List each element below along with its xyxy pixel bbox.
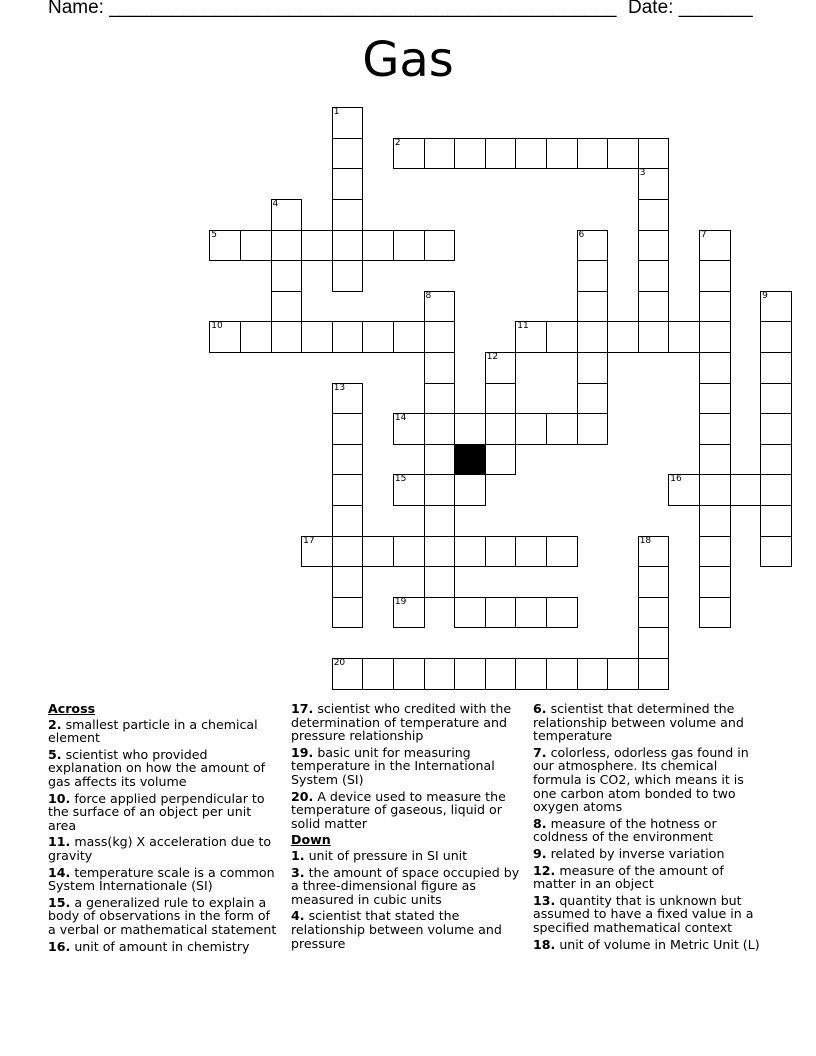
clue-number: 5. xyxy=(48,746,62,762)
clue-number: 10 xyxy=(211,321,223,332)
crossword-cell[interactable] xyxy=(638,597,670,629)
clue-number: 6 xyxy=(578,229,585,240)
clue-item xyxy=(533,938,765,952)
crossword-cell[interactable] xyxy=(577,291,609,323)
clue-number: 14 xyxy=(394,413,407,424)
clue-number: 1. xyxy=(291,847,305,863)
clue-text: related by inverse variation xyxy=(546,845,725,861)
clue-number: 8. xyxy=(533,815,547,831)
crossword-cell[interactable] xyxy=(515,536,547,568)
clue-item xyxy=(48,835,280,862)
crossword-cell-16[interactable] xyxy=(668,474,700,506)
blocked-cell xyxy=(454,444,486,476)
crossword-cell[interactable] xyxy=(424,658,456,690)
clue-number: 19 xyxy=(394,596,407,607)
crossword-cell[interactable] xyxy=(393,230,425,262)
crossword-cell[interactable] xyxy=(515,413,547,445)
crossword-cell[interactable] xyxy=(699,321,731,353)
clue-number: 6. xyxy=(533,701,547,716)
crossword-cell[interactable] xyxy=(760,413,792,445)
crossword-cell[interactable] xyxy=(577,658,609,690)
clue-number: 15. xyxy=(48,894,71,910)
crossword-cell[interactable] xyxy=(454,658,486,690)
crossword-cell[interactable] xyxy=(699,566,731,598)
crossword-cell[interactable] xyxy=(638,260,670,292)
clue-number: 20 xyxy=(333,657,346,668)
clue-number: 12 xyxy=(486,351,499,362)
crossword-cell[interactable] xyxy=(332,138,364,170)
crossword-cell[interactable] xyxy=(730,474,762,506)
crossword-cell[interactable] xyxy=(760,321,792,353)
crossword-cell-3[interactable] xyxy=(638,168,670,200)
clue-text: unit of amount in chemistry xyxy=(70,938,250,954)
clue-item xyxy=(48,896,280,937)
crossword-cell[interactable] xyxy=(332,474,364,506)
crossword-cell-6[interactable] xyxy=(577,230,609,262)
crossword-cell[interactable] xyxy=(271,321,303,353)
clue-number: 3 xyxy=(639,168,646,179)
crossword-cell[interactable] xyxy=(546,658,578,690)
crossword-cell[interactable] xyxy=(424,536,456,568)
clue-text: colorless, odorless gas found in our atmosphere. Its chemical formula is CO2, which means it is one carbon atom bonded to two oxygen atoms xyxy=(533,744,749,815)
clue-item xyxy=(291,790,523,831)
crossword-cell[interactable] xyxy=(607,321,639,353)
clue-text: basic unit for measuring temperature in the International System (SI) xyxy=(291,744,495,787)
crossword-cell[interactable] xyxy=(332,444,364,476)
crossword-cell[interactable] xyxy=(699,260,731,292)
clue-item xyxy=(291,746,523,787)
crossword-cell[interactable] xyxy=(760,444,792,476)
clue-item xyxy=(291,702,523,743)
crossword-cell[interactable] xyxy=(577,413,609,445)
crossword-cell[interactable] xyxy=(515,138,547,170)
crossword-cell-1[interactable] xyxy=(332,107,364,139)
clue-text: scientist who credited with the determination of temperature and pressure relationship xyxy=(291,701,512,744)
clue-text: scientist that stated the relationship between volume and pressure xyxy=(291,908,502,951)
crossword-cell[interactable] xyxy=(546,321,578,353)
clue-number: 2. xyxy=(48,716,62,732)
crossword-cell[interactable] xyxy=(362,321,394,353)
crossword-cell[interactable] xyxy=(454,138,486,170)
crossword-cell[interactable] xyxy=(485,413,517,445)
crossword-cell[interactable] xyxy=(515,597,547,629)
crossword-cell[interactable] xyxy=(301,321,333,353)
down-heading: Down xyxy=(291,832,331,848)
crossword-cell-5[interactable] xyxy=(209,230,241,262)
clue-number: 18. xyxy=(533,936,556,952)
crossword-cell-2[interactable] xyxy=(393,138,425,170)
crossword-cell[interactable] xyxy=(699,474,731,506)
clue-text: measure of the amount of matter in an object xyxy=(533,862,724,892)
clues-column-3 xyxy=(533,702,765,954)
clue-item xyxy=(48,792,280,833)
clue-number: 17 xyxy=(303,535,315,546)
clue-item xyxy=(48,748,280,789)
clue-text: unit of pressure in SI unit xyxy=(304,847,468,863)
crossword-cell-20[interactable] xyxy=(332,658,364,690)
crossword-cell[interactable] xyxy=(424,474,456,506)
across-clue-list-continued xyxy=(291,702,523,830)
clue-number: 15 xyxy=(394,474,407,485)
crossword-cell-15[interactable] xyxy=(393,474,425,506)
crossword-cell[interactable] xyxy=(485,444,517,476)
clue-item xyxy=(291,866,523,907)
clue-text: quantity that is unknown but assumed to have a fixed value in a specified mathematical context xyxy=(533,892,754,935)
clue-number: 11. xyxy=(48,834,71,850)
crossword-cell[interactable] xyxy=(332,168,364,200)
crossword-cell[interactable] xyxy=(638,138,670,170)
page-title: Gas xyxy=(362,32,454,88)
crossword-cell[interactable] xyxy=(332,260,364,292)
crossword-cell[interactable] xyxy=(638,291,670,323)
clue-item xyxy=(533,847,765,861)
crossword-cell[interactable] xyxy=(546,597,578,629)
clues-column-2 xyxy=(291,702,523,953)
crossword-cell[interactable] xyxy=(546,138,578,170)
clue-number: 17. xyxy=(291,701,314,716)
clue-number: 5 xyxy=(211,229,218,240)
clue-item xyxy=(48,718,280,745)
clue-text: smallest particle in a chemical element xyxy=(48,716,258,746)
clue-number: 3. xyxy=(291,864,305,880)
crossword-cell[interactable] xyxy=(424,566,456,598)
clue-number: 16 xyxy=(670,474,682,485)
crossword-cell[interactable] xyxy=(607,658,639,690)
crossword-cell[interactable] xyxy=(454,536,486,568)
crossword-cell[interactable] xyxy=(362,230,394,262)
crossword-cell[interactable] xyxy=(424,444,456,476)
crossword-cell[interactable] xyxy=(515,658,547,690)
crossword-cell[interactable] xyxy=(546,413,578,445)
clue-number: 4. xyxy=(291,908,305,924)
crossword-cell[interactable] xyxy=(668,321,700,353)
clue-number: 2 xyxy=(394,137,401,148)
crossword-cell[interactable] xyxy=(699,597,731,629)
clue-text: scientist that determined the relationship between volume and temperature xyxy=(533,701,744,744)
crossword-cell-4[interactable] xyxy=(271,199,303,231)
clue-number: 7 xyxy=(700,229,707,240)
clue-number: 9 xyxy=(762,290,768,301)
crossword-cell[interactable] xyxy=(760,383,792,415)
crossword-cell[interactable] xyxy=(485,383,517,415)
clue-number: 11 xyxy=(517,321,529,332)
crossword-cell[interactable] xyxy=(271,291,303,323)
clues-column-1 xyxy=(48,702,280,956)
crossword-cell-19[interactable] xyxy=(393,597,425,629)
crossword-cell[interactable] xyxy=(760,536,792,568)
clue-number: 7. xyxy=(533,744,547,760)
across-clue-list xyxy=(48,718,280,954)
crossword-cell-11[interactable] xyxy=(515,321,547,353)
clue-text: temperature scale is a common System Internationale (SI) xyxy=(48,864,275,894)
crossword-cell[interactable] xyxy=(638,658,670,690)
crossword-cell[interactable] xyxy=(240,230,272,262)
crossword-cell[interactable] xyxy=(332,536,364,568)
crossword-cell-14[interactable] xyxy=(393,413,425,445)
clue-item xyxy=(48,866,280,893)
clue-item xyxy=(533,817,765,844)
crossword-cell-12[interactable] xyxy=(485,352,517,384)
crossword-cell[interactable] xyxy=(332,413,364,445)
crossword-cell[interactable] xyxy=(362,536,394,568)
crossword-cell[interactable] xyxy=(393,658,425,690)
clue-item xyxy=(48,940,280,954)
crossword-cell-17[interactable] xyxy=(301,536,333,568)
crossword-cell[interactable] xyxy=(332,505,364,537)
crossword-cell[interactable] xyxy=(638,199,670,231)
crossword-cell[interactable] xyxy=(638,627,670,659)
clue-number: 9. xyxy=(533,845,547,861)
crossword-cell[interactable] xyxy=(424,413,456,445)
crossword-cell[interactable] xyxy=(271,230,303,262)
clue-number: 13 xyxy=(333,382,346,393)
crossword-cell[interactable] xyxy=(485,597,517,629)
clue-item xyxy=(533,702,765,743)
crossword-cell[interactable] xyxy=(638,230,670,262)
crossword-cell[interactable] xyxy=(362,658,394,690)
crossword-cell[interactable] xyxy=(638,566,670,598)
crossword-cell[interactable] xyxy=(332,230,364,262)
crossword-cell[interactable] xyxy=(424,321,456,353)
crossword-cell[interactable] xyxy=(485,536,517,568)
date-field-label[interactable]: Date: _______ xyxy=(628,0,753,18)
clue-number: 10. xyxy=(48,790,71,806)
crossword-cell-7[interactable] xyxy=(699,230,731,262)
crossword-cell[interactable] xyxy=(393,321,425,353)
crossword-cell[interactable] xyxy=(454,413,486,445)
crossword-cell[interactable] xyxy=(577,383,609,415)
crossword-cell[interactable] xyxy=(638,321,670,353)
crossword-cell[interactable] xyxy=(699,444,731,476)
crossword-cell[interactable] xyxy=(301,230,333,262)
down-clue-list-continued xyxy=(533,702,765,951)
crossword-cell[interactable] xyxy=(332,597,364,629)
crossword-cell[interactable] xyxy=(485,138,517,170)
crossword-cell[interactable] xyxy=(699,505,731,537)
across-heading: Across xyxy=(48,701,96,716)
crossword-cell-8[interactable] xyxy=(424,291,456,323)
crossword-cell[interactable] xyxy=(699,352,731,384)
crossword-cell-10[interactable] xyxy=(209,321,241,353)
crossword-cell[interactable] xyxy=(454,597,486,629)
clue-number: 8 xyxy=(425,290,432,301)
clue-text: measure of the hotness or coldness of the environment xyxy=(533,815,717,845)
clue-text: A device used to measure the temperature of gaseous, liquid or solid matter xyxy=(291,788,506,831)
crossword-cell[interactable] xyxy=(760,352,792,384)
clue-number: 13. xyxy=(533,892,556,908)
crossword-cell[interactable] xyxy=(607,138,639,170)
clue-number: 20. xyxy=(291,788,314,804)
crossword-cell-18[interactable] xyxy=(638,536,670,568)
crossword-cell[interactable] xyxy=(577,321,609,353)
crossword-cell[interactable] xyxy=(699,383,731,415)
crossword-cell[interactable] xyxy=(424,352,456,384)
clue-item xyxy=(533,746,765,814)
crossword-cell[interactable] xyxy=(240,321,272,353)
clue-item xyxy=(533,894,765,935)
crossword-cell[interactable] xyxy=(577,138,609,170)
clue-number: 12. xyxy=(533,862,556,878)
crossword-cell[interactable] xyxy=(271,260,303,292)
crossword-cell[interactable] xyxy=(546,536,578,568)
clue-text: mass(kg) X acceleration due to gravity xyxy=(48,834,272,863)
clue-number: 4 xyxy=(272,198,279,209)
crossword-cell[interactable] xyxy=(332,566,364,598)
clue-number: 18 xyxy=(639,535,652,546)
crossword-cell-13[interactable] xyxy=(332,383,364,415)
clue-number: 14. xyxy=(48,864,71,880)
crossword-cell[interactable] xyxy=(424,138,456,170)
clue-text: unit of volume in Metric Unit (L) xyxy=(555,936,760,952)
clue-item xyxy=(291,849,523,863)
crossword-cell[interactable] xyxy=(577,352,609,384)
clue-number: 16. xyxy=(48,938,71,954)
crossword-cell[interactable] xyxy=(393,536,425,568)
name-field-label[interactable]: Name: ________________________________________________ xyxy=(48,0,617,18)
clue-text: force applied perpendicular to the surface of an object per unit area xyxy=(48,790,265,833)
crossword-cell[interactable] xyxy=(485,658,517,690)
clue-text: scientist who provided explanation on how the amount of gas affects its volume xyxy=(48,746,266,789)
crossword-cell[interactable] xyxy=(424,230,456,262)
crossword-cell[interactable] xyxy=(699,536,731,568)
clue-text: the amount of space occupied by a three-dimensional figure as measured in cubic units xyxy=(291,864,520,907)
crossword-cell[interactable] xyxy=(332,321,364,353)
crossword-cell[interactable] xyxy=(699,413,731,445)
crossword-cell[interactable] xyxy=(454,474,486,506)
crossword-cell[interactable] xyxy=(760,505,792,537)
crossword-cell[interactable] xyxy=(332,199,364,231)
crossword-cell[interactable] xyxy=(760,474,792,506)
crossword-cell[interactable] xyxy=(424,505,456,537)
clue-item xyxy=(291,909,523,950)
clue-number: 1 xyxy=(333,107,340,118)
clue-item xyxy=(533,864,765,891)
crossword-cell[interactable] xyxy=(424,383,456,415)
crossword-cell[interactable] xyxy=(577,260,609,292)
crossword-cell-9[interactable] xyxy=(760,291,792,323)
crossword-cell[interactable] xyxy=(699,291,731,323)
down-clue-list xyxy=(291,849,523,950)
clue-number: 19. xyxy=(291,744,314,760)
clue-text: a generalized rule to explain a body of observations in the form of a verbal or mathematical statement xyxy=(48,894,277,937)
